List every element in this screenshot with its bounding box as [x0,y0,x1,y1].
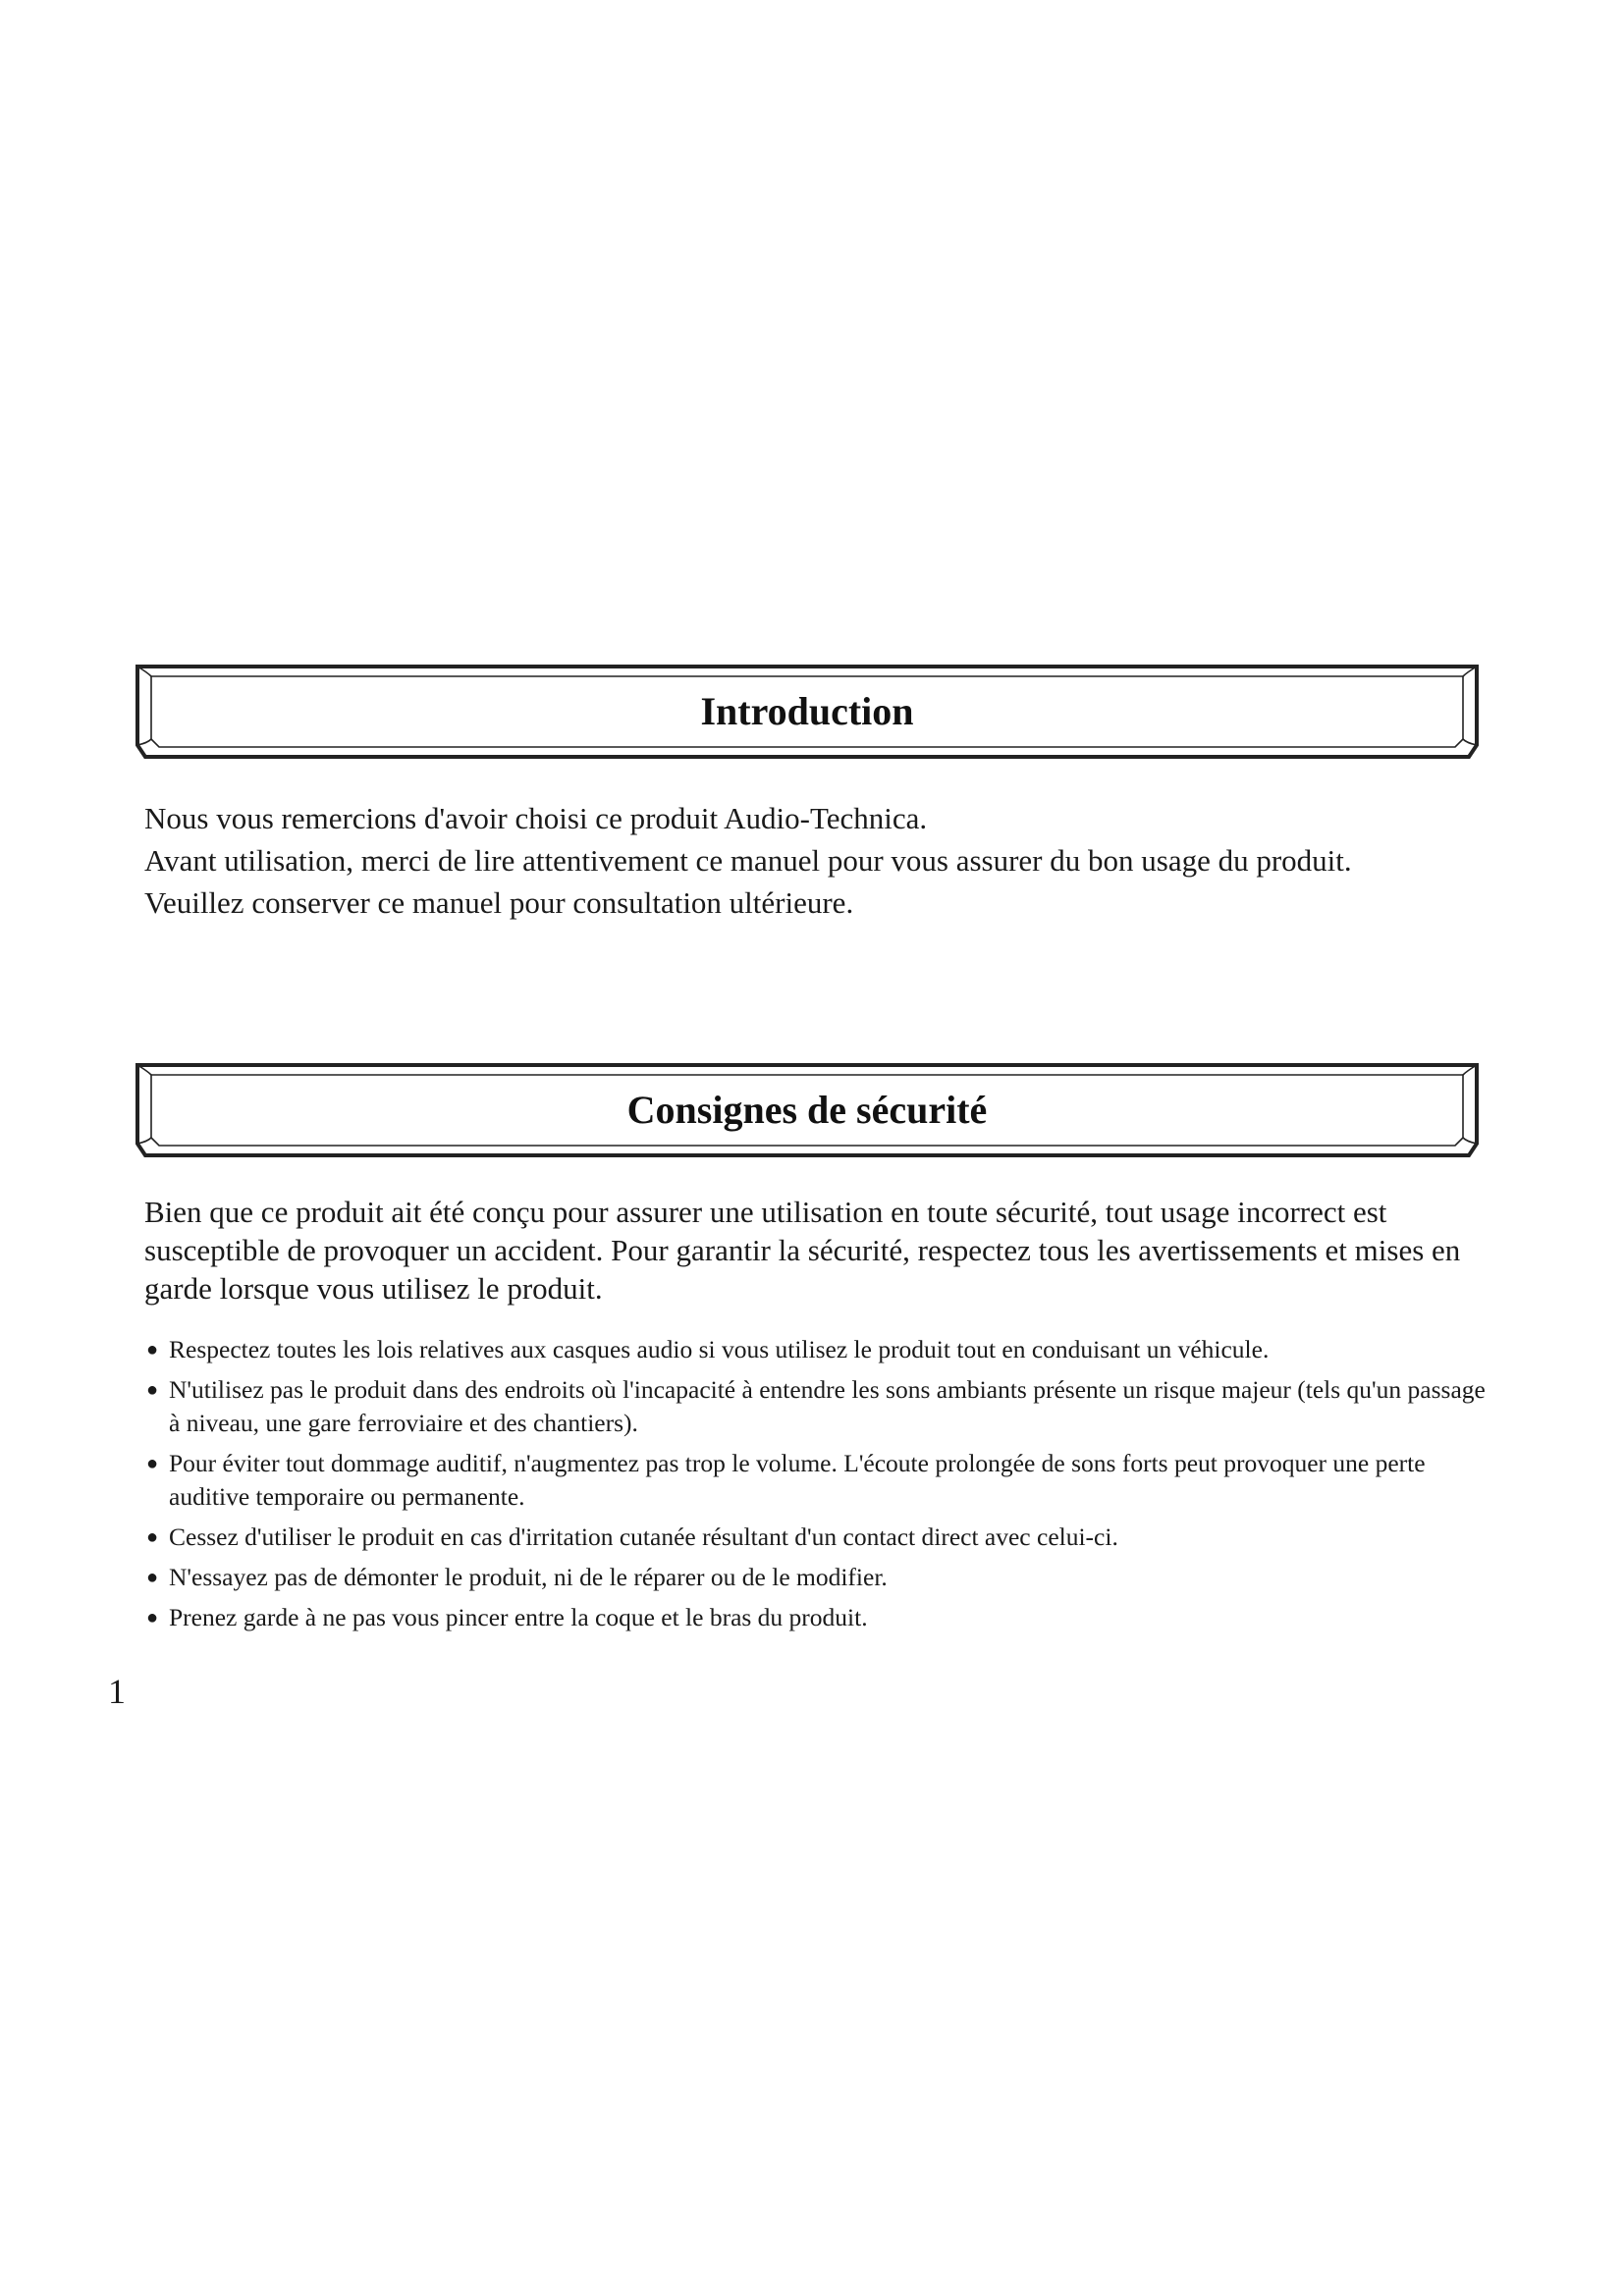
bullet-icon: ● [146,1379,159,1401]
list-item [144,1333,1499,1366]
introduction-heading-banner [130,661,1485,763]
introduction-body [144,797,1499,924]
safety-heading-banner [130,1059,1485,1161]
bullet-icon: ● [146,1339,159,1361]
list-item [144,1601,1499,1634]
introduction-title: Introduction [700,689,914,733]
list-item-text: Respectez toutes les lois relatives aux casques audio si vous utilisez le produit tout en conduisant un véhicule. [169,1335,1270,1363]
bullet-icon: ● [146,1567,159,1588]
safety-intro-paragraph [144,1193,1489,1308]
list-item [144,1373,1499,1440]
list-item-text: Cessez d'utiliser le produit en cas d'irritation cutanée résultant d'un contact direct avec celui-ci. [169,1522,1118,1551]
list-item-text: Prenez garde à ne pas vous pincer entre la coque et le bras du produit. [169,1603,868,1631]
list-item-text: N'utilisez pas le produit dans des endroits où l'incapacité à entendre les sons ambiants présente un risque majeur (tels qu'un passage à niveau, une gare ferroviaire et des chantiers). [169,1375,1486,1437]
bullet-icon: ● [146,1607,159,1629]
intro-line: Avant utilisation, merci de lire attentivement ce manuel pour vous assurer du bon usage du produit. [144,843,1352,878]
list-item-text: Pour éviter tout dommage auditif, n'augmentez pas trop le volume. L'écoute prolongée de sons forts peut provoquer une perte auditive temporaire ou permanente. [169,1449,1426,1511]
safety-intro-text: Bien que ce produit ait été conçu pour assurer une utilisation en toute sécurité, tout usage incorrect est susceptible de provoquer un accident. Pour garantir la sécurité, respectez tous les avertissements et mises en garde lorsque vous utilisez le produit. [144,1195,1461,1306]
bullet-icon: ● [146,1453,159,1474]
list-item [144,1561,1499,1594]
safety-instructions-list [144,1333,1499,1641]
intro-line: Veuillez conserver ce manuel pour consultation ultérieure. [144,885,854,920]
list-item-text: N'essayez pas de démonter le produit, ni de le réparer ou de le modifier. [169,1563,888,1591]
bullet-icon: ● [146,1526,159,1548]
list-item [144,1447,1499,1514]
intro-line: Nous vous remercions d'avoir choisi ce produit Audio-Technica. [144,801,928,835]
safety-title: Consignes de sécurité [626,1088,988,1132]
page-number: 1 [108,1672,126,1711]
list-item [144,1521,1499,1554]
